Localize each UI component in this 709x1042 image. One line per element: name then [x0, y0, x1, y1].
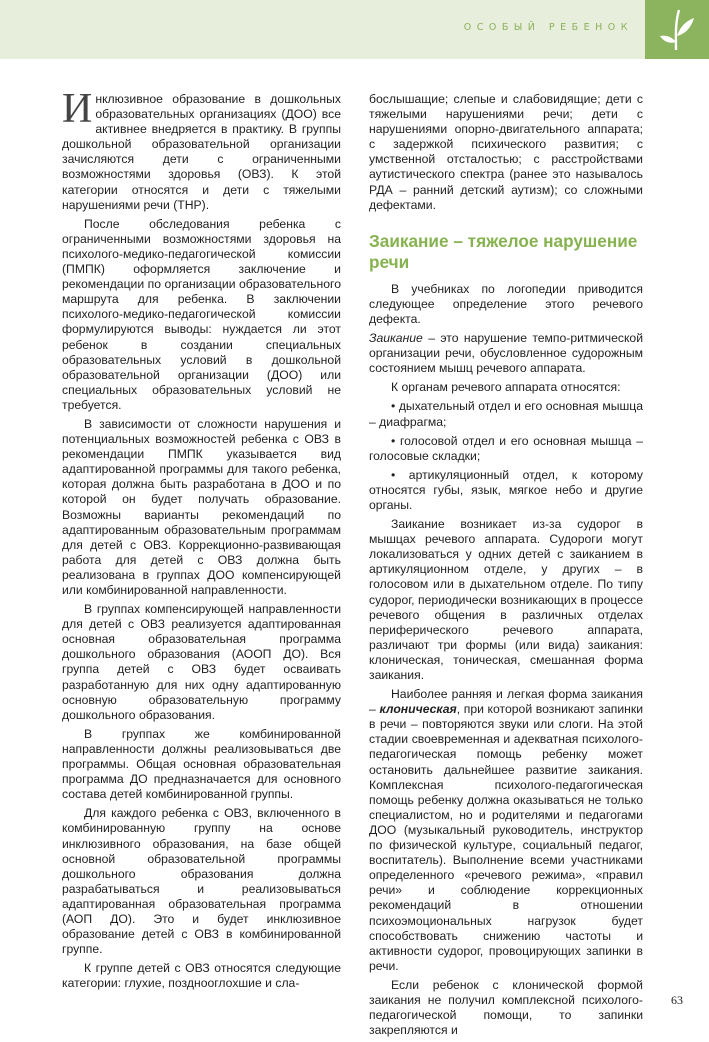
paragraph: Заикание возникает из-за судорог в мышцах речевого аппарата. Судороги могут локализоваться у одних детей с заиканием в артикуляционном отделе, у других – в голосовом или в дыхательном отделе. По типу судорог, периодически возникающих в процессе речевого общения в различных отделах периферического речевого аппарата, различают три формы (или вида) заикания: клоническая, тоническая, смешанная форма заикания.	[369, 517, 643, 682]
paragraph: В учебниках по логопедии приводится следующее определение этого речевого дефекта.	[369, 281, 643, 326]
paragraph: бослышащие; слепые и слабовидящие; дети с тяжелыми нарушениями речи; дети с нарушениями опорно-двигательного аппарата; с задержкой психического развития; с умственной отсталостью; с расстройствами аутистического спектра (ранее это называлось РДА – ранний детский аутизм); со сложными дефектами.	[369, 92, 643, 212]
intro-text: нклюзивное образование в дошкольных образовательных организациях (ДОО) все активнее внедряется в практику. В группы дошкольной образовательной организации зачисляются дети с ограниченными возможностями здоровья (ОВЗ). К этой категории относятся и дети с тяжелыми нарушениями речи (ТНР).	[62, 92, 341, 212]
page-number: 63	[671, 993, 683, 1007]
paragraph: Если ребенок с клонической формой заикания не получил комплексной психолого-педагогической помощи, то запинки закрепляются и	[369, 977, 643, 1038]
paragraph-rest: , при которой возникают запинки в речи – повторяются звуки или слоги. На этой стадии своевременная и адекватная психолого-педагогическая помощь ребенку может остановить дальнейшее развитие заикания. Комплексная психолого-педагогическая помощь ребенку должна оказываться не только специалистом, но и родителями и педагогами ДОО (музыкальный руководитель, инструктор по физической культуре, социальный педагог, воспитатель). Выполнение всеми участниками определенного «речевого режима», «правил речи» и соблюдение коррекционных рекомендаций в отношении психоэмоциональных нагрузок будет способствовать снижению частоты и активности судорог, провоцирующих запинки в речи.	[369, 702, 644, 973]
paragraph: В зависимости от сложности нарушения и потенциальных возможностей ребенка с ОВЗ в рекомендации ПМПК указывается вид адаптированной программы для такого ребенка, которая должна быть разработана в ДОО и по которой он будет получать образование. Возможны варианты рекомендаций по адаптированным образовательным программам для детей с ОВЗ. Коррекционно-развивающая работа для детей с ОВЗ должна быть реализована в группах ДОО компенсирующей или комбинированной направленности.	[62, 416, 341, 597]
definition-text: – это нарушение темпо-ритмической организации речи, обусловленное судорожным состоянием мышц речевого аппарата.	[369, 331, 643, 376]
drop-cap: И	[62, 86, 93, 132]
paragraph: После обследования ребенка с ограниченными возможностями здоровья на психолого-медико-педагогической комиссии (ПМПК) оформляется заключение и рекомендации по организации образовательного маршрута для ребенка. В заключении психолого-медико-педагогической комиссии формулируются выводы: нуждается ли этот ребенок в создании специальных образовательных условий в дошкольной образовательной организации (ДОО) или специальных образовательных условий не требуется.	[62, 216, 341, 412]
bullet-item: • голосовой отдел и его основная мышца – голосовые складки;	[369, 433, 643, 463]
paragraph: Для каждого ребенка с ОВЗ, включенного в комбинированную группу на основе инклюзивного образования, на базе общей основной образовательной программы дошкольного образования должна разрабатываться и реализовываться адаптированная образовательная программа (АОП ДО). Это и будет инклюзивное образование детей с ОВЗ в комбинированной группе.	[62, 806, 341, 957]
bullet-item: • дыхательный отдел и его основная мышца – диафрагма;	[369, 399, 643, 429]
paragraph-start: Наиболее ранняя и легкая форма заикания –	[369, 687, 643, 717]
right-column	[369, 92, 643, 1042]
leaf-icon	[659, 6, 695, 52]
paragraph: В группах же комбинированной направленности должны реализовываться две программы. Общая основная образовательная программа ДО предназначается для основного состава детей комбинированной группы.	[62, 726, 341, 802]
section-heading: Заикание – тяжелое нарушение речи	[369, 230, 638, 272]
header-logo-box	[645, 0, 709, 59]
definition-term: Заикание	[369, 331, 423, 346]
intro-paragraph	[62, 86, 341, 213]
paragraph	[369, 687, 643, 974]
section-running-title: ОСОБЫЙ РЕБЕНОК	[463, 22, 633, 33]
paragraph: К группе детей с ОВЗ относятся следующие категории: глухие, позднооглохшие и сла-	[62, 961, 341, 991]
bullet-item: • артикуляционный отдел, к которому относятся губы, язык, мягкое небо и другие органы.	[369, 467, 643, 512]
left-column	[62, 86, 341, 995]
paragraph: В группах компенсирующей направленности для детей с ОВЗ реализуется адаптированная основная образовательная программа дошкольного образования (АООП ДО). Вся группа детей с ОВЗ будет осваивать разработанную для них одну адаптированную основную образовательную программу дошкольного образования.	[62, 602, 341, 722]
definition-paragraph	[369, 331, 643, 376]
highlighted-term: клоническая	[379, 702, 457, 717]
paragraph: К органам речевого аппарата относятся:	[391, 380, 621, 395]
